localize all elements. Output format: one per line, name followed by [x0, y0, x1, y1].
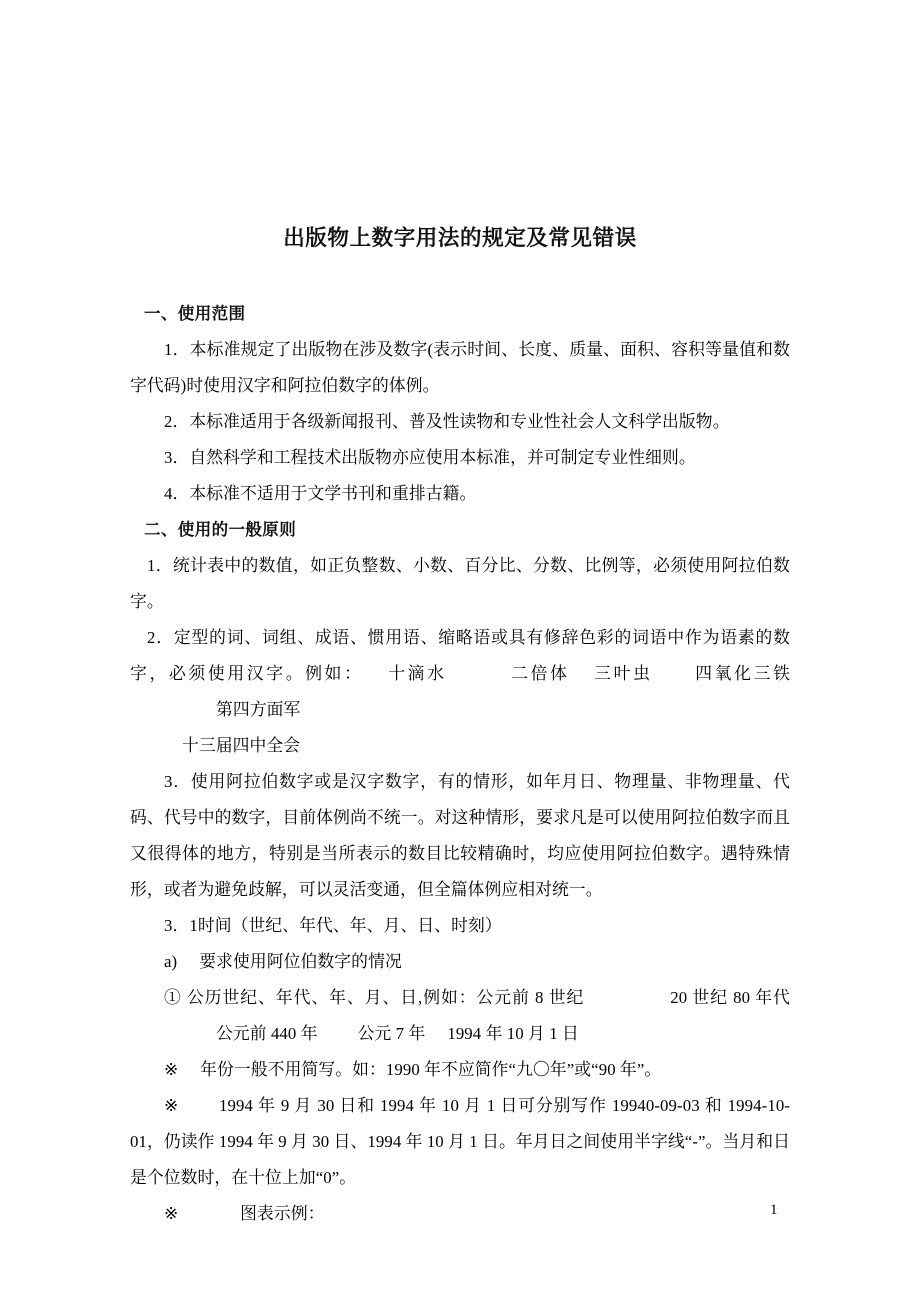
example-lead-dates: ① 公历世纪、年代、年、月、日,例如：: [164, 987, 477, 1007]
example-hanzi-5: 第四方面军: [216, 699, 301, 719]
note-1: [130, 1052, 790, 1088]
example-date-3: 公元前 440 年: [216, 1023, 318, 1043]
note-mark-icon: ※: [164, 1203, 179, 1223]
page-title: 出版物上数字用法的规定及常见错误: [283, 226, 637, 251]
example-lead-hanzi: 必须使用汉字。例如：: [168, 663, 364, 683]
example-hanzi-4: 四氧化三铁: [692, 663, 790, 683]
paragraph-2-3: 3．使用阿拉伯数字或是汉字数字，有的情形，如年月日、物理量、非物理量、代码、代号中的数字，目前体例尚不统一。对这种情形，要求凡是可以使用阿拉伯数字而且又很得体的地方，特别是当所表示的数目比较精确时，均应使用阿拉伯数字。遇特殊情形，或者为避免歧解，可以灵活变通，但全篇体例应相对统一。: [130, 771, 790, 899]
paragraph-1-1: 1．本标准规定了出版物在涉及数字(表示时间、长度、质量、面积、容积等量值和数字代码)时使用汉字和阿拉伯数字的体例。: [130, 339, 790, 395]
page-number: 1: [770, 1202, 778, 1218]
paragraph-1-2: 2．本标准适用于各级新闻报刊、普及性读物和专业性社会人文科学出版物。: [164, 411, 730, 431]
example-date-2: 20 世纪 80 年代: [670, 987, 790, 1007]
paragraph-2-2-head: 2．定型的词、词组、成语、惯用语、缩略语或具有修辞色彩的词语中作为语素的数字，: [130, 627, 790, 683]
section-heading-1: 一、使用范围: [144, 303, 246, 323]
list-marker-a: a): [164, 951, 178, 971]
paragraph-1-4: 4．本标准不适用于文学书刊和重排古籍。: [164, 483, 477, 503]
list-item-a: [130, 944, 790, 980]
paragraph-2-6-dates: [130, 980, 790, 1052]
paragraph-2-2: [130, 620, 790, 728]
example-date-4: 公元 7 年: [357, 1023, 426, 1043]
list-item-a-text: 要求使用阿位伯数字的情况: [199, 951, 402, 971]
example-hanzi-1: 十滴水: [385, 663, 447, 683]
example-hanzi-2: 二倍体: [508, 663, 570, 683]
note-3: [130, 1196, 790, 1232]
note-3-text: 图表示例：: [240, 1203, 325, 1223]
example-date-5: 1994 年 10 月 1 日: [447, 1023, 579, 1043]
paragraph-1-3: 3．自然科学和工程技术出版物亦应使用本标准，并可制定专业性细则。: [164, 447, 696, 467]
paragraph-2-4-time: 3．1时间（世纪、年代、年、月、日、时刻）: [164, 915, 502, 935]
note-2: [130, 1088, 790, 1196]
note-2-text: 1994 年 9 月 30 日和 1994 年 10 月 1 日可分别写作 19940-09-03 和 1994-10-01，仍读作 1994 年 9 月 30 日、1994 年 10 月 1 日。年月日之间使用半字线“-”。当月和日是个位数时，在十位上加“0”。: [130, 1095, 790, 1187]
example-hanzi-6-line: 十三届四中全会: [182, 735, 301, 755]
example-date-1: 公元前 8 世纪: [476, 987, 585, 1007]
note-mark-icon: ※: [164, 1095, 179, 1115]
section-heading-2: 二、使用的一般原则: [144, 519, 297, 539]
paragraph-2-1: 1．统计表中的数值，如正负整数、小数、百分比、分数、比例等，必须使用阿拉伯数字。: [130, 555, 790, 611]
note-mark-icon: ※: [164, 1059, 179, 1079]
document-body: [130, 0, 790, 1232]
example-hanzi-3: 三叶虫: [591, 663, 653, 683]
note-1-text: 年份一般不用简写。如：1990 年不应简作“九〇年”或“90 年”。: [200, 1059, 662, 1079]
